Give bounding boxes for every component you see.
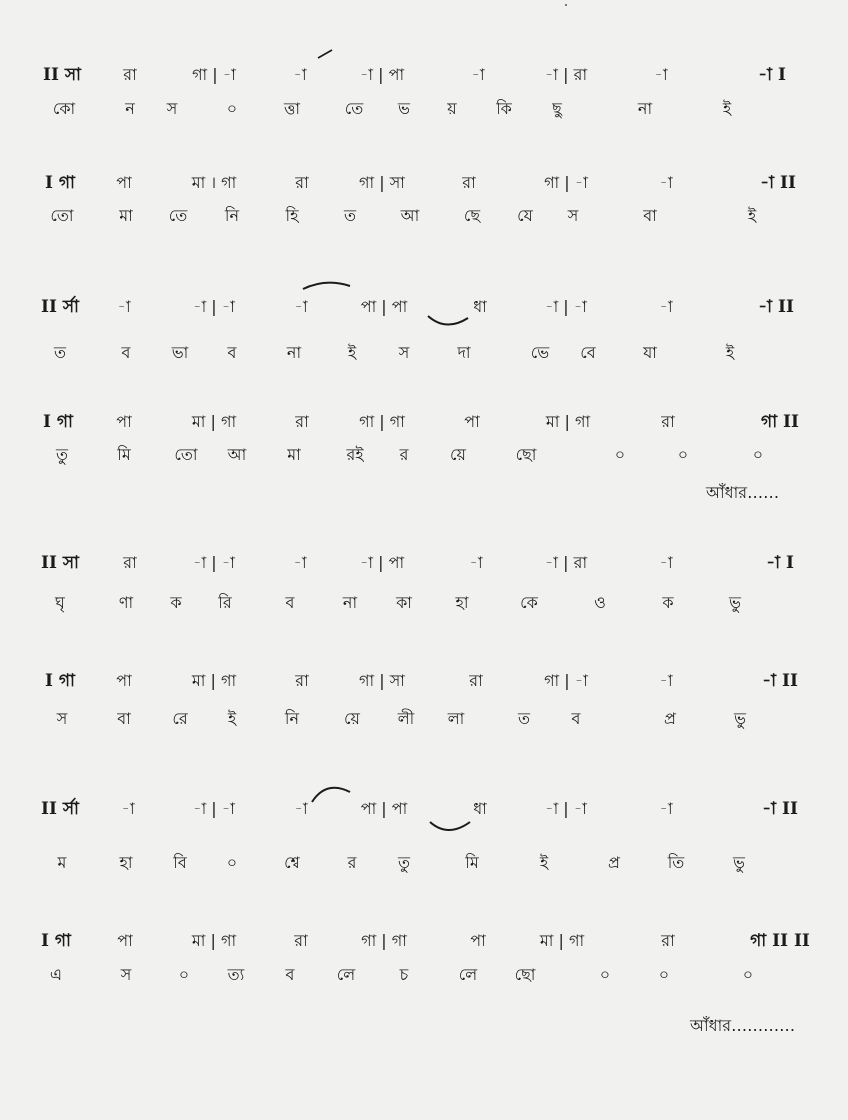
lyric-row xyxy=(0,962,848,988)
notation-cell: II র্সা xyxy=(41,297,79,317)
notation-cell: -া | -া xyxy=(545,297,587,316)
lyric-syllable: স xyxy=(398,343,410,362)
lyric-syllable: কে xyxy=(520,593,538,612)
lyric-syllable: লা xyxy=(447,709,465,728)
lyric-syllable: র xyxy=(399,445,409,464)
lyric-syllable: বা xyxy=(117,709,131,728)
lyric-syllable: না xyxy=(286,343,302,362)
lyric-row xyxy=(0,590,848,616)
notation-cell: -া xyxy=(293,553,307,572)
notation-cell: -া xyxy=(654,65,668,84)
notation-cell: -া xyxy=(469,553,483,572)
lyric-syllable: ই xyxy=(747,206,757,225)
lyric-syllable: ঘৃ xyxy=(55,593,65,612)
notation-row xyxy=(0,928,848,954)
notation-row xyxy=(0,409,848,435)
refrain-text: আঁধার………… xyxy=(690,1016,796,1035)
notation-cell: রা xyxy=(469,671,483,690)
lyric-syllable: ০ xyxy=(742,965,754,984)
notation-cell: -া I xyxy=(766,553,794,573)
notation-cell: রা xyxy=(295,412,309,431)
lyric-syllable: ভা xyxy=(171,343,189,362)
notation-cell: গা | -া xyxy=(544,173,588,192)
notation-cell: -া | পা xyxy=(359,65,405,84)
lyric-row xyxy=(0,706,848,732)
lyric-syllable: ০ xyxy=(226,99,238,118)
lyric-syllable: ০ xyxy=(658,965,670,984)
notation-cell: -া | পা xyxy=(359,553,405,572)
notation-row xyxy=(0,668,848,694)
lyric-syllable: লী xyxy=(397,709,415,728)
lyric-syllable: না xyxy=(637,99,653,118)
notation-cell: মা | গা xyxy=(191,931,237,950)
slur-mark xyxy=(303,283,350,289)
lyric-syllable: যে xyxy=(517,206,533,225)
lyric-syllable: তো xyxy=(174,445,198,464)
lyric-syllable: ব xyxy=(227,343,237,362)
lyric-syllable: দা xyxy=(457,343,471,362)
lyric-syllable: প্র xyxy=(664,709,676,728)
notation-cell: ধা xyxy=(473,297,487,316)
lyric-syllable: ক xyxy=(662,593,674,612)
lyric-row xyxy=(0,340,848,366)
lyric-syllable: স xyxy=(166,99,178,118)
lyric-syllable: ণা xyxy=(118,593,134,612)
notation-cell: I গা xyxy=(45,173,75,193)
lyric-syllable: ভে xyxy=(530,343,550,362)
lyric-syllable: স xyxy=(567,206,579,225)
lyric-syllable: এ xyxy=(49,965,63,984)
lyric-syllable: লে xyxy=(336,965,356,984)
notation-cell: গা II II xyxy=(750,931,810,951)
notation-cell: গা | সা xyxy=(359,173,405,192)
notation-cell: II সা xyxy=(41,553,79,573)
lyric-syllable: ছু xyxy=(552,99,562,118)
lyric-syllable: ই xyxy=(227,709,237,728)
lyric-syllable: না xyxy=(342,593,358,612)
lyric-syllable: র xyxy=(347,853,357,872)
lyric-syllable: ভ xyxy=(398,99,410,118)
notation-cell: পা | পা xyxy=(360,297,408,316)
notation-cell: -া II xyxy=(758,297,794,317)
notation-cell: -া xyxy=(294,799,308,818)
lyric-syllable: তু xyxy=(55,445,69,464)
notation-cell: -া xyxy=(121,799,135,818)
notation-cell: -া II xyxy=(762,671,798,691)
lyric-syllable: তি xyxy=(667,853,685,872)
lyric-syllable: ০ xyxy=(178,965,190,984)
lyric-syllable: য় xyxy=(447,99,457,118)
notation-cell: পা xyxy=(116,412,132,431)
lyric-syllable: স xyxy=(120,965,132,984)
lyric-syllable: ছো xyxy=(514,965,536,984)
notation-cell: মা । গা xyxy=(191,173,237,192)
lyric-syllable: শ্বে xyxy=(284,853,300,872)
notation-cell: রা xyxy=(294,931,308,950)
slur-mark xyxy=(318,50,332,58)
lyric-syllable: ০ xyxy=(752,445,764,464)
notation-cell: -া | -া xyxy=(193,553,235,572)
lyric-syllable: য়ে xyxy=(450,445,466,464)
lyric-syllable: ব xyxy=(285,965,295,984)
notation-cell: -া xyxy=(659,553,673,572)
notation-cell: গা | গা xyxy=(361,931,407,950)
notation-cell: রা xyxy=(661,412,675,431)
lyric-syllable: তু xyxy=(397,853,411,872)
notation-cell: -া I xyxy=(758,65,786,85)
notation-cell: -া xyxy=(659,297,673,316)
lyric-syllable: বি xyxy=(173,853,187,872)
notation-cell: ধা xyxy=(473,799,487,818)
notation-cell: -া | রা xyxy=(544,553,588,572)
lyric-syllable: ব xyxy=(571,709,581,728)
notation-cell: -া | -া xyxy=(193,799,235,818)
lyric-syllable: ত্তা xyxy=(283,99,301,118)
notation-cell: -া xyxy=(294,297,308,316)
notation-cell: -া | -া xyxy=(193,297,235,316)
notation-cell: -া | রা xyxy=(544,65,588,84)
lyric-syllable: তো xyxy=(50,206,74,225)
lyric-syllable: বে xyxy=(580,343,596,362)
lyric-syllable: ০ xyxy=(677,445,689,464)
page-mark xyxy=(565,4,567,6)
lyric-row xyxy=(0,442,848,468)
lyric-syllable: ভু xyxy=(733,853,745,872)
lyric-syllable: ন xyxy=(125,99,135,118)
notation-cell: রা xyxy=(123,65,137,84)
lyric-syllable: রি xyxy=(218,593,232,612)
notation-row xyxy=(0,796,848,822)
notation-cell: -া xyxy=(659,799,673,818)
lyric-syllable: ছে xyxy=(463,206,481,225)
notation-cell: -া xyxy=(659,173,673,192)
lyric-row xyxy=(0,850,848,876)
notation-row xyxy=(0,550,848,576)
lyric-syllable: ত xyxy=(517,709,531,728)
notation-cell: -া II xyxy=(762,799,798,819)
notation-cell: গা | -া xyxy=(192,65,236,84)
lyric-syllable: তে xyxy=(168,206,188,225)
lyric-syllable: মা xyxy=(287,445,301,464)
lyric-syllable: কা xyxy=(396,593,412,612)
lyric-syllable: ভু xyxy=(734,709,746,728)
notation-cell: -া xyxy=(659,671,673,690)
lyric-row xyxy=(0,203,848,229)
lyric-syllable: ম xyxy=(57,853,67,872)
lyric-syllable: রই xyxy=(346,445,364,464)
notation-cell: রা xyxy=(661,931,675,950)
notation-row xyxy=(0,294,848,320)
lyric-row xyxy=(0,96,848,122)
notation-cell: গা | গা xyxy=(359,412,405,431)
notation-cell: পা xyxy=(470,931,486,950)
notation-cell: পা xyxy=(116,671,132,690)
lyric-syllable: ০ xyxy=(226,853,238,872)
lyric-syllable: মি xyxy=(117,445,131,464)
lyric-syllable: য়ে xyxy=(344,709,360,728)
notation-cell: মা | গা xyxy=(191,671,237,690)
lyric-syllable: ক xyxy=(170,593,182,612)
lyric-syllable: কো xyxy=(52,99,76,118)
notation-cell: গা | সা xyxy=(359,671,405,690)
notation-cell: -া xyxy=(293,65,307,84)
lyric-syllable: আ xyxy=(400,206,420,225)
notation-cell: -া II xyxy=(760,173,796,193)
lyric-syllable: ছো xyxy=(515,445,537,464)
lyric-syllable: ও xyxy=(594,593,606,612)
notation-cell: মা | গা xyxy=(539,931,585,950)
lyric-syllable: মা xyxy=(119,206,133,225)
notation-cell: II র্সা xyxy=(41,799,79,819)
lyric-syllable: আ xyxy=(227,445,247,464)
notation-cell: মা | গা xyxy=(545,412,591,431)
lyric-syllable: ই xyxy=(725,343,735,362)
lyric-syllable: ০ xyxy=(599,965,611,984)
lyric-syllable: ত xyxy=(53,343,67,362)
lyric-syllable: রে xyxy=(172,709,188,728)
slur-mark xyxy=(430,822,470,830)
lyric-syllable: ০ xyxy=(614,445,626,464)
lyric-syllable: ত্য xyxy=(227,965,245,984)
lyric-syllable: ই xyxy=(539,853,549,872)
lyric-syllable: যা xyxy=(643,343,657,362)
lyric-syllable: কি xyxy=(496,99,512,118)
lyric-syllable: ব xyxy=(121,343,131,362)
notation-row xyxy=(0,170,848,196)
lyric-syllable: ত xyxy=(343,206,357,225)
lyric-syllable: ভু xyxy=(729,593,741,612)
notation-row xyxy=(0,62,848,88)
notation-cell: II সা xyxy=(43,65,81,85)
lyric-syllable: নি xyxy=(224,206,240,225)
notation-cell: I গা xyxy=(43,412,73,432)
notation-cell: রা xyxy=(295,173,309,192)
notation-cell: রা xyxy=(295,671,309,690)
lyric-syllable: ই xyxy=(347,343,357,362)
lyric-syllable: হা xyxy=(119,853,133,872)
notation-cell: পা xyxy=(464,412,480,431)
lyric-syllable: প্র xyxy=(608,853,620,872)
lyric-syllable: হি xyxy=(285,206,299,225)
notation-cell: পা xyxy=(117,931,133,950)
notation-cell: মা | গা xyxy=(191,412,237,431)
lyric-syllable: তে xyxy=(344,99,364,118)
lyric-syllable: হা xyxy=(455,593,469,612)
notation-cell: পা | পা xyxy=(360,799,408,818)
lyric-syllable: ই xyxy=(722,99,732,118)
notation-cell: -া xyxy=(117,297,131,316)
notation-cell: I গা xyxy=(41,931,71,951)
lyric-syllable: বা xyxy=(643,206,657,225)
refrain-text: আঁধার…… xyxy=(706,483,780,502)
notation-cell: রা xyxy=(462,173,476,192)
notation-cell: I গা xyxy=(45,671,75,691)
lyric-syllable: চ xyxy=(399,965,409,984)
lyric-syllable: নি xyxy=(284,709,300,728)
notation-cell: রা xyxy=(123,553,137,572)
notation-cell: পা xyxy=(116,173,132,192)
lyric-syllable: মি xyxy=(465,853,479,872)
notation-cell: গা II xyxy=(761,412,799,432)
notation-cell: গা | -া xyxy=(544,671,588,690)
notation-cell: -া xyxy=(471,65,485,84)
lyric-syllable: ব xyxy=(285,593,295,612)
lyric-syllable: স xyxy=(56,709,68,728)
lyric-syllable: লে xyxy=(458,965,478,984)
notation-cell: -া | -া xyxy=(545,799,587,818)
